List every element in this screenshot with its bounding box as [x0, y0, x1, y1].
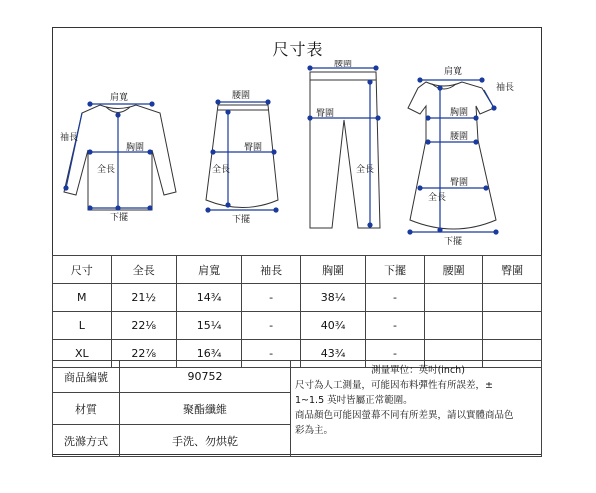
- top-length-label: 全長: [97, 165, 116, 175]
- table-cell: XL: [53, 340, 112, 368]
- header-cell: 下擺: [366, 256, 425, 284]
- table-cell: M: [53, 284, 112, 312]
- table-cell: 38¼: [300, 284, 365, 312]
- note-line-4: 彩為主。: [295, 425, 334, 436]
- dress-hip-label: 臀圍: [450, 178, 469, 188]
- material-value: 聚酯纖維: [120, 393, 291, 425]
- table-cell: [483, 284, 542, 312]
- skirt-hip-label: 臀圍: [244, 143, 263, 153]
- table-cell: 22⅛: [111, 312, 176, 340]
- dress-sleeve-label: 袖長: [496, 83, 515, 93]
- chart-title: 尺寸表: [272, 40, 324, 59]
- table-cell: 43¾: [300, 340, 365, 368]
- table-row: [53, 284, 542, 312]
- dress-chest-label: 胸圍: [450, 108, 469, 118]
- table-cell: -: [242, 340, 301, 368]
- wash-value: 手洗、勿烘乾: [120, 425, 291, 457]
- table-cell: -: [242, 312, 301, 340]
- table-cell: -: [366, 312, 425, 340]
- header-cell: 尺寸: [53, 256, 112, 284]
- table-cell: 22⅞: [111, 340, 176, 368]
- table-cell: [483, 312, 542, 340]
- size-table: [52, 255, 542, 368]
- product-code-value: 90752: [120, 361, 291, 393]
- note-line-2: 1~1.5 英吋皆屬正常範圍。: [295, 395, 413, 406]
- notes-cell: [291, 361, 542, 457]
- table-cell: 40¾: [300, 312, 365, 340]
- header-cell: 腰圍: [424, 256, 483, 284]
- table-cell: [424, 312, 483, 340]
- top-chest-label: 胸圍: [126, 143, 145, 153]
- table-cell: -: [366, 340, 425, 368]
- dress-length-label: 全長: [428, 193, 447, 203]
- note-line-1: 尺寸為人工測量，可能因布料彈性有所誤差，±: [295, 380, 493, 391]
- table-cell: 21½: [111, 284, 176, 312]
- size-table-header: [53, 256, 542, 284]
- table-cell: 15¼: [176, 312, 241, 340]
- diagram-pants: [300, 60, 390, 235]
- product-code-label: 商品編號: [53, 361, 120, 393]
- dress-waist-label: 腰圍: [450, 132, 469, 142]
- table-cell: 14¾: [176, 284, 241, 312]
- unit-note: 測量單位：英吋(inch): [371, 365, 465, 376]
- skirt-hem-label: 下擺: [232, 215, 251, 225]
- dress-hem-label: 下擺: [444, 237, 463, 245]
- skirt-length-label: 全長: [212, 165, 231, 175]
- table-cell: L: [53, 312, 112, 340]
- pants-hip-label: 臀圍: [316, 109, 335, 119]
- diagram-dress: [398, 60, 518, 245]
- header-cell: 袖長: [242, 256, 301, 284]
- product-info-table: [52, 360, 542, 457]
- pants-length-label: 全長: [356, 165, 375, 175]
- table-cell: -: [366, 284, 425, 312]
- header-cell: 全長: [111, 256, 176, 284]
- material-label: 材質: [53, 393, 120, 425]
- pants-waist-label: 腰圍: [334, 60, 353, 69]
- top-sleeve-label: 袖長: [60, 133, 79, 143]
- top-hem-label: 下擺: [110, 213, 129, 223]
- table-row: [53, 361, 542, 393]
- top-shoulder-label: 肩寬: [110, 93, 129, 103]
- header-cell: 臀圍: [483, 256, 542, 284]
- dress-shoulder-label: 肩寬: [444, 67, 463, 77]
- header-cell: 肩寬: [176, 256, 241, 284]
- diagram-top: [60, 60, 180, 230]
- table-cell: [424, 284, 483, 312]
- table-cell: -: [242, 284, 301, 312]
- header-cell: 胸圍: [300, 256, 365, 284]
- skirt-waist-label: 腰圍: [232, 91, 251, 101]
- diagram-skirt: [198, 60, 288, 230]
- note-line-3: 商品顏色可能因螢幕不同有所差異，請以實體商品色: [295, 410, 514, 421]
- table-row: [53, 312, 542, 340]
- wash-label: 洗滌方式: [53, 425, 120, 457]
- table-cell: 16¾: [176, 340, 241, 368]
